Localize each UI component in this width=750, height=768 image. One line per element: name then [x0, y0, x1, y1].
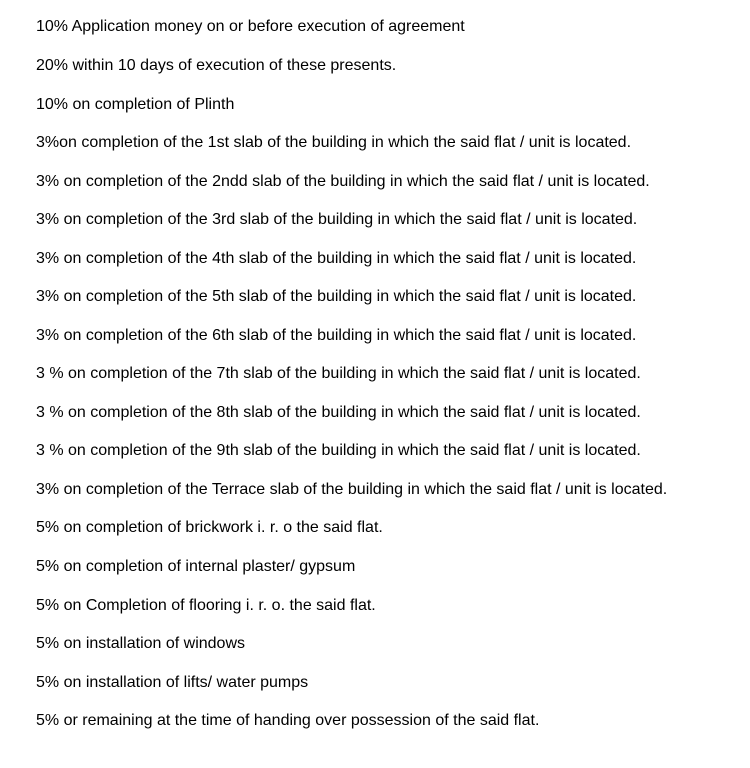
schedule-item-3rd-slab: 3% on completion of the 3rd slab of the building in which the said flat / unit is located. [36, 211, 638, 228]
schedule-item-brickwork: 5% on completion of brickwork i. r. o the said flat. [36, 519, 383, 536]
schedule-item-windows: 5% on installation of windows [36, 635, 246, 652]
schedule-item-flooring: 5% on Completion of flooring i. r. o. the said flat. [36, 597, 376, 614]
schedule-item-application-money: 10% Application money on or before execution of agreement [36, 18, 465, 35]
schedule-item-internal-plaster: 5% on completion of internal plaster/ gypsum [36, 558, 356, 575]
schedule-item-possession: 5% or remaining at the time of handing over possession of the said flat. [36, 712, 540, 729]
schedule-item-plinth: 10% on completion of Plinth [36, 96, 235, 113]
schedule-item-7th-slab: 3 % on completion of the 7th slab of the building in which the said flat / unit is located. [36, 365, 641, 382]
schedule-item-1st-slab: 3%on completion of the 1st slab of the building in which the said flat / unit is located. [36, 134, 632, 151]
schedule-item-9th-slab: 3 % on completion of the 9th slab of the building in which the said flat / unit is located. [36, 442, 641, 459]
schedule-item-8th-slab: 3 % on completion of the 8th slab of the building in which the said flat / unit is located. [36, 404, 641, 421]
schedule-item-2nd-slab: 3% on completion of the 2ndd slab of the building in which the said flat / unit is located. [36, 173, 650, 190]
schedule-item-6th-slab: 3% on completion of the 6th slab of the building in which the said flat / unit is located. [36, 327, 637, 344]
schedule-item-within-10-days: 20% within 10 days of execution of these presents. [36, 57, 397, 74]
schedule-item-terrace-slab: 3% on completion of the Terrace slab of the building in which the said flat / unit is located. [36, 481, 668, 498]
schedule-item-5th-slab: 3% on completion of the 5th slab of the building in which the said flat / unit is located. [36, 288, 637, 305]
schedule-item-lifts-water-pumps: 5% on installation of lifts/ water pumps [36, 674, 309, 691]
schedule-item-4th-slab: 3% on completion of the 4th slab of the building in which the said flat / unit is located. [36, 250, 637, 267]
